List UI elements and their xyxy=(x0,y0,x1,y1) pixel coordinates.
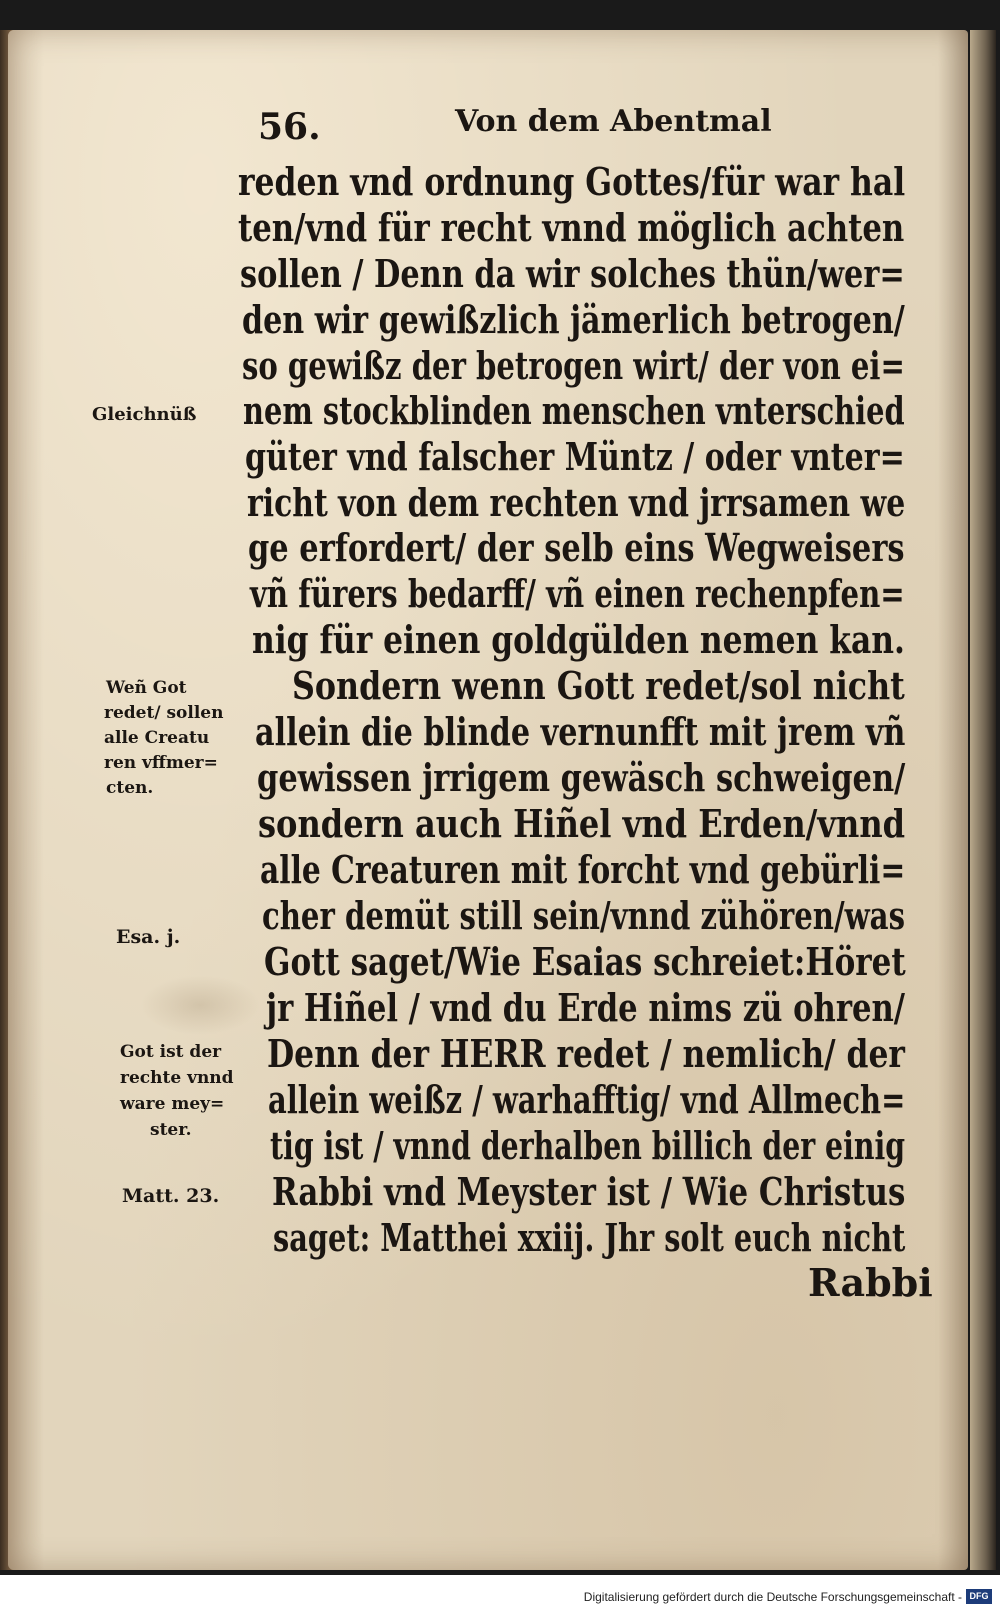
text-line: vñ fürers bedarff/ vñ einen rechenpfen= xyxy=(250,571,905,616)
text-line: Rabbi vnd Meyster ist / Wie Christus xyxy=(272,1169,906,1214)
margin-note-line: alle Creatu xyxy=(104,728,210,748)
margin-note-line: ster. xyxy=(150,1120,192,1140)
page-number: 56. xyxy=(258,106,321,148)
text-line: ten/vnd für recht vnnd möglich achten xyxy=(238,205,905,250)
digitization-footer xyxy=(0,1575,1000,1623)
text-line: ge erfordert/ der selb eins Wegweisers xyxy=(248,525,905,570)
margin-note-line: redet/ sollen xyxy=(104,703,224,723)
text-line: Sondern wenn Gott redet/sol nicht xyxy=(292,663,905,708)
text-line: allein weißz / warhafftig/ vnd Allmech= xyxy=(268,1077,906,1122)
margin-note-line: rechte vnnd xyxy=(120,1068,234,1088)
margin-note-line: ware mey= xyxy=(120,1094,225,1114)
text-line: reden vnd ordnung Gottes/für war hal xyxy=(238,159,906,204)
text-line: Denn der HERR redet / nemlich/ der xyxy=(267,1031,905,1076)
margin-note-line: Weñ Got xyxy=(106,678,187,698)
text-line: den wir gewißzlich jämerlich betrogen/ xyxy=(242,297,905,342)
margin-note-gleichnus: Gleichnüß xyxy=(92,404,197,425)
margin-note-line: cten. xyxy=(106,778,154,798)
margin-note-matt: Matt. 23. xyxy=(122,1185,220,1207)
paper-stain xyxy=(140,975,260,1035)
text-line: richt von dem rechten vnd jrrsamen we xyxy=(247,480,906,525)
text-line: nig für einen goldgülden nemen kan. xyxy=(252,617,905,662)
running-title: Von dem Abentmal xyxy=(455,104,772,139)
page-edge-shadow xyxy=(970,30,996,1570)
text-line: nem stockblinden menschen vnterschied xyxy=(243,388,905,433)
text-line: tig ist / vnnd derhalben billich der einig xyxy=(270,1123,906,1168)
text-line: sondern auch Hiñel vnd Erden/vnnd xyxy=(258,801,906,846)
catchword: Rabbi xyxy=(808,1260,933,1305)
margin-note-line: ren vffmer= xyxy=(104,753,218,773)
text-line: allein die blinde vernunfft mit jrem vñ xyxy=(255,709,906,754)
text-line: Gott saget/Wie Esaias schreiet:Höret xyxy=(264,939,906,984)
text-line: gewissen jrrigem gewäsch schweigen/ xyxy=(257,755,906,800)
text-line: so gewißz der betrogen wirt/ der von ei= xyxy=(242,343,905,388)
text-line: cher demüt still sein/vnnd zühören/was xyxy=(262,893,905,938)
dfg-logo-icon: DFG xyxy=(966,1589,992,1604)
margin-note-esa: Esa. j. xyxy=(116,926,181,948)
text-line: jr Hiñel / vnd du Erde nims zü ohren/ xyxy=(266,985,906,1030)
text-line: güter vnd falscher Müntz / oder vnter= xyxy=(245,434,905,479)
text-line: saget: Matthei xxiij. Jhr solt euch nicht xyxy=(273,1215,906,1260)
margin-note-line: Got ist der xyxy=(120,1042,222,1062)
text-line: alle Creaturen mit forcht vnd gebürli= xyxy=(260,847,906,892)
funding-credit: Digitalisierung gefördert durch die Deutsche Forschungsgemeinschaft - xyxy=(583,1590,962,1604)
text-line: sollen / Denn da wir solches thün/wer= xyxy=(240,251,905,296)
